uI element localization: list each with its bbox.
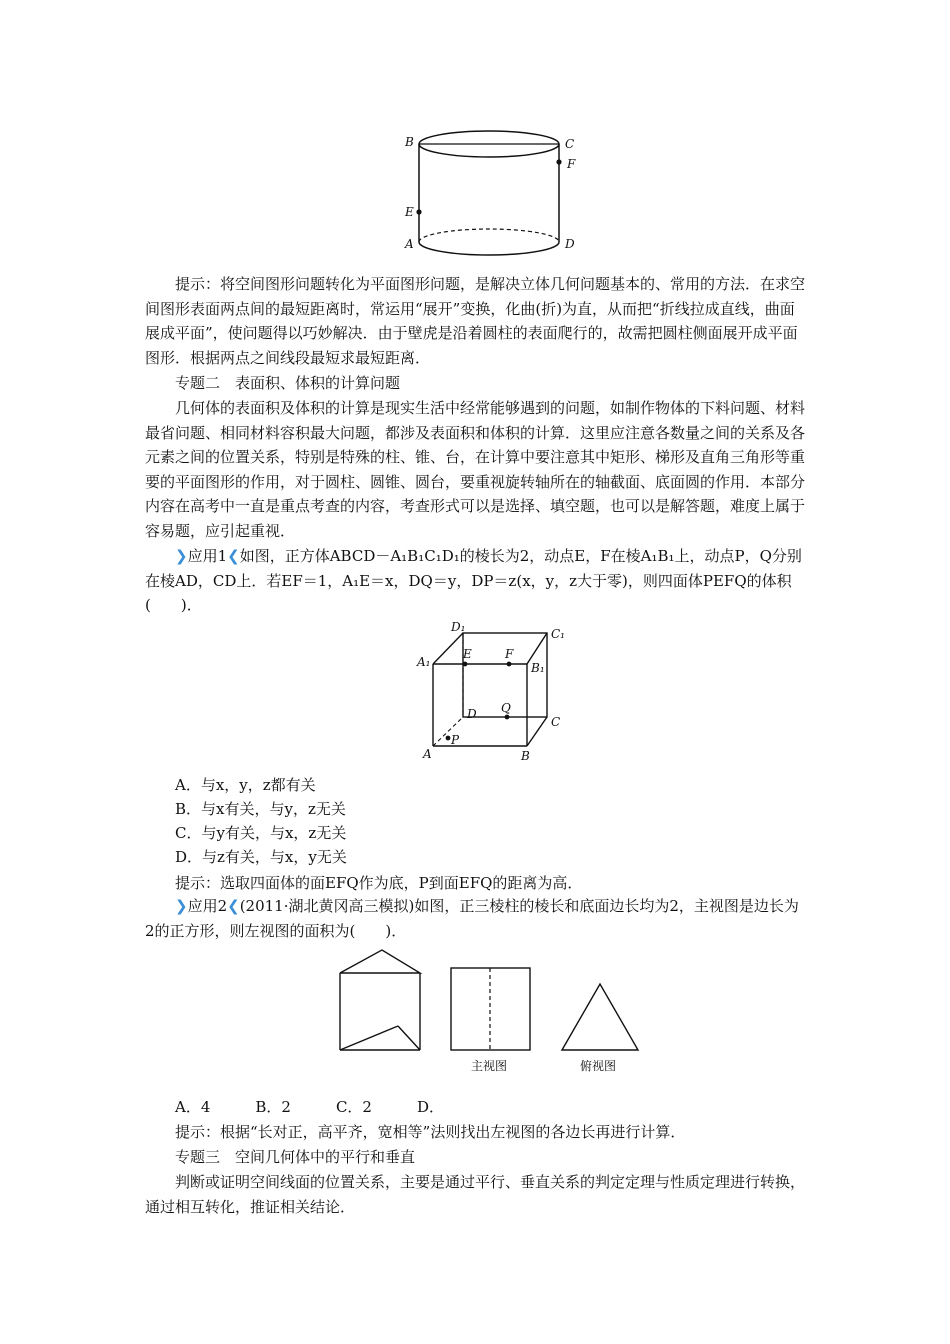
label-Q: Q [501,701,511,715]
chevron-right-icon: ❯ [175,897,188,915]
app1-option-c: C．与y有关，与x，z无关 [175,824,347,842]
app2-text [145,894,805,943]
label-C1: C₁ [551,627,565,641]
label-A: A [423,747,432,761]
app1-body: 如图，正方体ABCD－A₁B₁C₁D₁的棱长为2，动点E，F在棱A₁B₁上，动点P，Q分别在棱AD，CD上．若EF＝1，A₁E＝x，DQ＝y，DP＝z(x，y，z大于零)，则四面体PEFQ的体积( )． [145,547,802,614]
hint-paragraph-1: 提示：将空间图形问题转化为平面图形问题，是解决立体几何问题基本的、常用的方法．在求空间图形表面两点间的最短距离时，常运用“展开”变换，化曲(折)为直，从而把“折线拉成直线，曲面展成平面”，使问题得以巧妙解决．由于壁虎是沿着圆柱的表面爬行的，故需把圆柱侧面展开成平面图形．根据两点之间线段最短求最短距离． [145,275,806,367]
label-B1: B₁ [531,661,545,675]
label-D1: D₁ [451,620,466,634]
front-view-caption: 主视图 [471,1059,508,1073]
label-A: A [405,237,414,251]
label-B: B [521,749,530,763]
cube-figure [415,620,585,770]
label-B: B [405,135,414,149]
app1-hint: 提示：选取四面体的面EFQ作为底，P到面EFQ的距离为高． [175,874,583,892]
label-F: F [505,647,514,661]
label-D: D [565,237,575,251]
topic2-body: 几何体的表面积及体积的计算是现实生活中经常能够遇到的问题，如制作物体的下料问题、材料最省问题、相同材料容积最大问题，都涉及表面积和体积的计算．这里应注意各数量之间的关系及各元素之间的位置关系，特别是特殊的柱、锥、台，在计算中要注意其中矩形、梯形及直角三角形等重要的平面图形的作用，对于圆柱、圆锥、圆台，要重视旋转轴所在的轴截面、底面圆的作用．本部分内容在高考中一直是重点考查的内容，考查形式可以是选择、填空题，也可以是解答题，难度上属于容易题，应引起重视． [145,399,806,540]
app2-marker: 应用2 [187,897,228,915]
label-E: E [405,205,414,219]
topic3-heading: 专题三 空间几何体中的平行和垂直 [175,1148,416,1166]
app1-option-b: B．与x有关，与y，z无关 [175,800,346,818]
app1-text [145,544,805,618]
prism-views-figure [330,938,660,1078]
app1-option-d: D．与z有关，与x，y无关 [175,848,347,866]
app1-marker: 应用1 [187,547,228,565]
app2-options: A．4 B．2 C．2 D． [175,1098,444,1116]
label-C: C [565,137,575,151]
label-D: D [467,707,477,721]
topic2-heading: 专题二 表面积、体积的计算问题 [175,374,401,392]
chevron-left-icon: ❮ [227,547,240,565]
label-F: F [567,157,576,171]
top-view-caption: 俯视图 [580,1059,617,1073]
label-P: P [451,733,460,747]
label-E: E [463,647,472,661]
chevron-right-icon: ❯ [175,547,188,565]
chevron-left-icon: ❮ [227,897,240,915]
label-C: C [551,715,561,729]
app1-option-a: A．与x，y，z都有关 [175,776,316,794]
app2-hint: 提示：根据“长对正，高平齐，宽相等”法则找出左视图的各边长再进行计算． [175,1123,686,1141]
app2-body: (2011·湖北黄冈高三模拟)如图，正三棱柱的棱长和底面边长均为2，主视图是边长为2的正方形，则左视图的面积为( )． [145,897,799,940]
cylinder-figure [395,120,595,260]
label-A1: A₁ [417,655,431,669]
topic3-body: 判断或证明空间线面的位置关系，主要是通过平行、垂直关系的判定定理与性质定理进行转换，通过相互转化，推证相关结论． [145,1173,806,1216]
